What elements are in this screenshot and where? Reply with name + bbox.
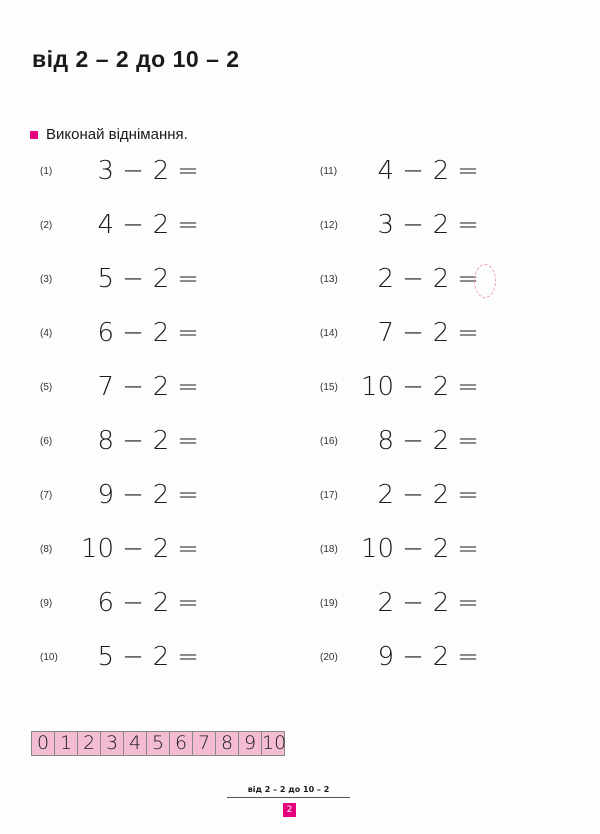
minuend: 7 [97,372,114,402]
problem [40,372,206,402]
minus-sign: − [122,318,144,348]
minuend: 2 [377,264,394,294]
subtrahend: 2 [152,372,170,402]
minus-sign: − [122,588,144,618]
equals-sign: = [177,534,199,564]
equals-sign: = [177,318,199,348]
equals-sign: = [457,534,479,564]
problem [320,264,486,294]
problem [320,642,486,672]
subtrahend: 2 [432,318,450,348]
problem-number: (7) [40,489,53,501]
minuend: 6 [97,318,114,348]
number-line-cell: 8 [216,732,239,755]
minus-sign: − [122,480,144,510]
problem-number: (6) [40,435,53,447]
minus-sign: − [402,156,424,186]
problem-number: (3) [40,273,53,285]
minuend: 9 [97,480,114,510]
equals-sign: = [177,264,199,294]
equals-sign: = [177,372,199,402]
problem-number: (16) [320,435,338,447]
problem [40,210,206,240]
minuend: 2 [377,588,394,618]
equals-sign: = [177,156,199,186]
problem [40,642,206,672]
equals-sign: = [177,480,199,510]
subtrahend: 2 [432,426,450,456]
problem-number: (1) [40,165,53,177]
problem [40,480,206,510]
minus-sign: − [122,372,144,402]
subtrahend: 2 [152,426,170,456]
minus-sign: − [402,642,424,672]
minus-sign: − [402,210,424,240]
equals-sign: = [457,588,479,618]
problem-number: (14) [320,327,338,339]
instruction [30,126,188,143]
minuend: 10 [360,372,394,402]
problem [320,372,486,402]
equals-sign: = [457,210,479,240]
minuend: 3 [377,210,394,240]
problem-number: (20) [320,651,338,663]
equals-sign: = [177,426,199,456]
minus-sign: − [122,264,144,294]
subtrahend: 2 [152,480,170,510]
problem [40,588,206,618]
subtrahend: 2 [152,534,170,564]
minus-sign: − [402,480,424,510]
problem-number: (12) [320,219,338,231]
subtrahend: 2 [432,534,450,564]
equals-sign: = [177,642,199,672]
minuend: 5 [97,642,114,672]
minuend: 10 [360,534,394,564]
problem [320,156,486,186]
minus-sign: − [402,426,424,456]
minus-sign: − [122,210,144,240]
equals-sign: = [457,372,479,402]
problem [320,588,486,618]
number-line-cell: 0 [32,732,55,755]
subtrahend: 2 [152,210,170,240]
answer-hint-ellipse [474,264,496,298]
problem-number: (8) [40,543,53,555]
subtrahend: 2 [432,480,450,510]
problem-number: (5) [40,381,53,393]
subtrahend: 2 [152,156,170,186]
problem [40,156,206,186]
footer-title: від 2 – 2 до 10 – 2 [227,785,350,798]
minus-sign: − [402,264,424,294]
equals-sign: = [457,480,479,510]
subtrahend: 2 [432,372,450,402]
problem [40,264,206,294]
minus-sign: − [122,156,144,186]
equals-sign: = [457,156,479,186]
problem-number: (18) [320,543,338,555]
minuend: 8 [377,426,394,456]
number-line-cell: 6 [170,732,193,755]
number-line-cell: 2 [78,732,101,755]
minus-sign: − [402,588,424,618]
problem-number: (19) [320,597,338,609]
problem [40,426,206,456]
subtrahend: 2 [432,210,450,240]
problem-number: (17) [320,489,338,501]
equals-sign: = [457,426,479,456]
minuend: 4 [97,210,114,240]
minus-sign: − [122,642,144,672]
problem-number: (4) [40,327,53,339]
page-title: від 2 – 2 до 10 – 2 [32,46,240,72]
number-line-cell: 5 [147,732,170,755]
problem-number: (9) [40,597,53,609]
instruction-text: Виконай віднімання. [46,126,188,143]
problem-number: (13) [320,273,338,285]
number-line [31,731,285,756]
subtrahend: 2 [432,588,450,618]
page-number: 2 [283,803,296,817]
number-line-cell: 9 [239,732,262,755]
minuend: 10 [80,534,114,564]
subtrahend: 2 [152,642,170,672]
minuend: 8 [97,426,114,456]
problem [40,534,206,564]
minus-sign: − [402,372,424,402]
subtrahend: 2 [152,264,170,294]
problem-number: (15) [320,381,338,393]
equals-sign: = [177,588,199,618]
equals-sign: = [457,264,479,294]
minuend: 7 [377,318,394,348]
equals-sign: = [177,210,199,240]
minuend: 5 [97,264,114,294]
minus-sign: − [122,534,144,564]
number-line-cell: 10 [262,732,287,754]
minuend: 9 [377,642,394,672]
number-line-cell: 4 [124,732,147,755]
number-line-cell: 1 [55,732,78,755]
problem [320,480,486,510]
equals-sign: = [457,642,479,672]
minuend: 2 [377,480,394,510]
subtrahend: 2 [432,264,450,294]
problem-number: (10) [40,651,58,663]
subtrahend: 2 [432,156,450,186]
number-line-cell: 3 [101,732,124,755]
minus-sign: − [122,426,144,456]
problem-number: (11) [320,165,338,177]
subtrahend: 2 [152,318,170,348]
minuend: 3 [97,156,114,186]
subtrahend: 2 [152,588,170,618]
equals-sign: = [457,318,479,348]
bullet-square-icon [30,131,38,139]
minuend: 4 [377,156,394,186]
problem [320,210,486,240]
problem [320,426,486,456]
minus-sign: − [402,534,424,564]
minuend: 6 [97,588,114,618]
problem [320,534,486,564]
minus-sign: − [402,318,424,348]
problem [320,318,486,348]
subtrahend: 2 [432,642,450,672]
problem-number: (2) [40,219,53,231]
problem [40,318,206,348]
number-line-cell: 7 [193,732,216,755]
